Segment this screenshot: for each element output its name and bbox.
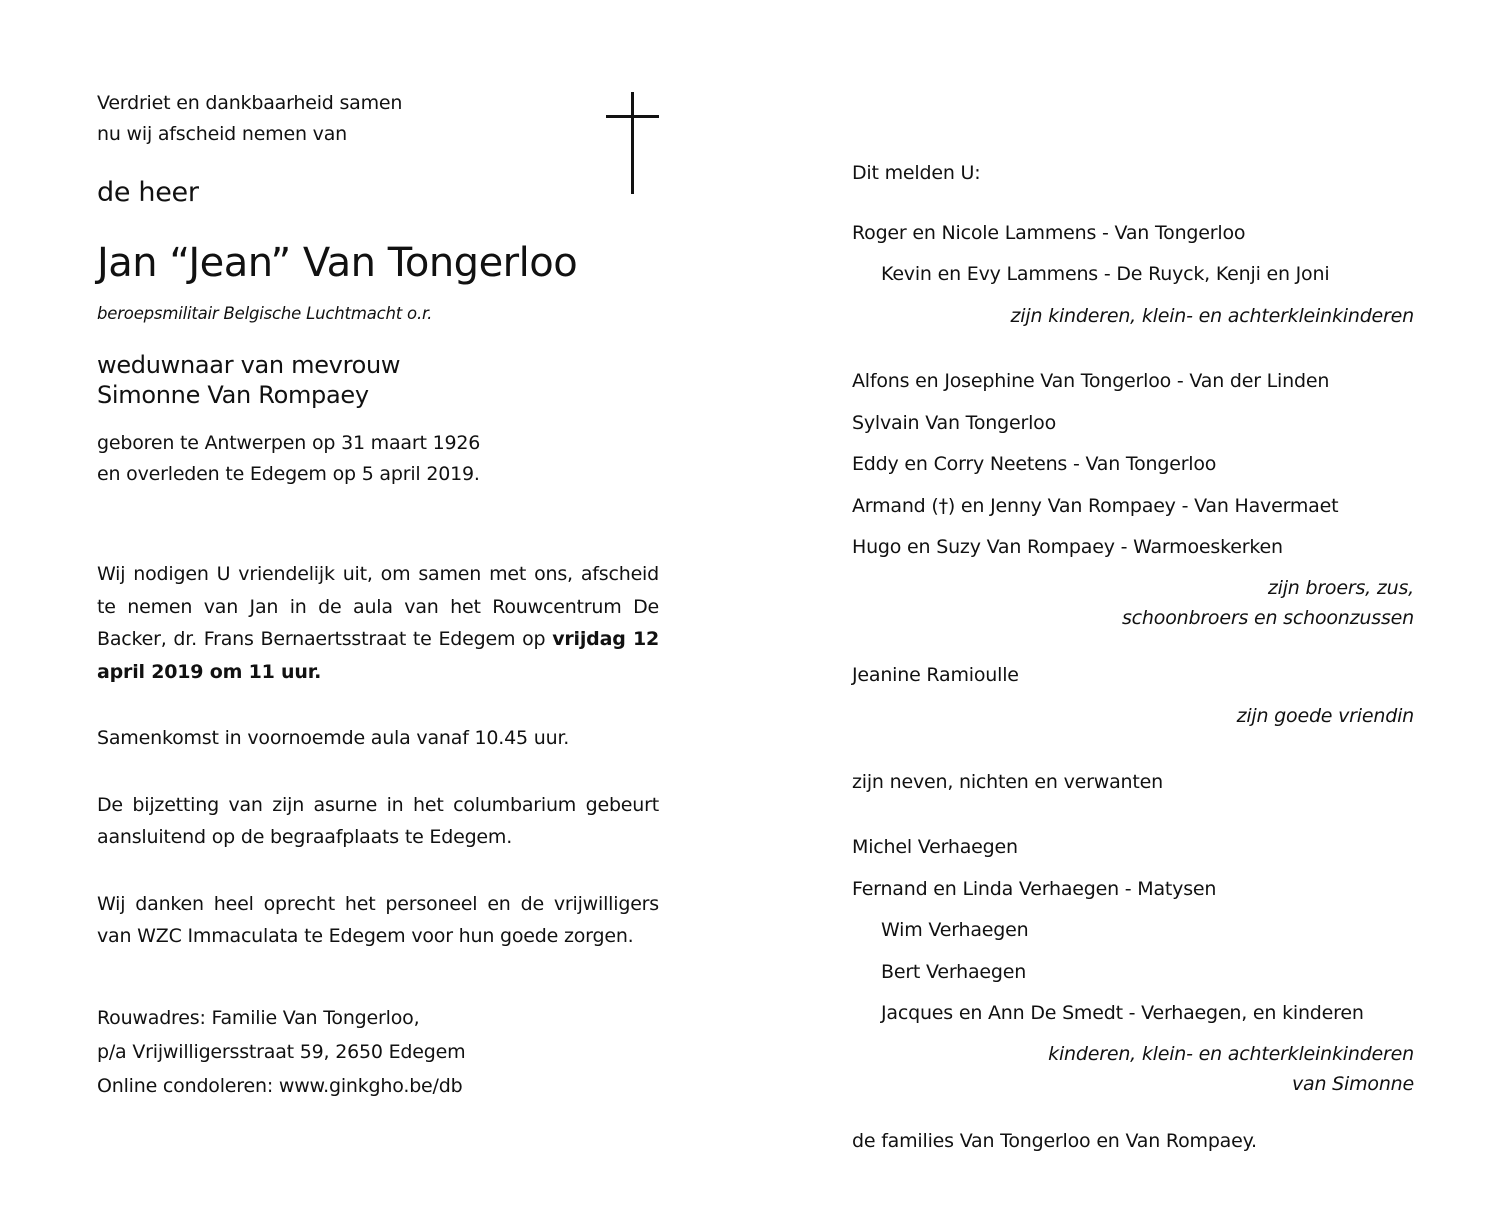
title-prefix: de heer xyxy=(97,177,199,208)
profession: beroepsmilitair Belgische Luchtmacht o.r. xyxy=(97,304,433,323)
family-member: Bert Verhaegen xyxy=(881,960,1027,983)
family-member: Armand (†) en Jenny Van Rompaey - Van Havermaet xyxy=(852,494,1339,517)
family-member: Kevin en Evy Lammens - De Ruyck, Kenji en Joni xyxy=(881,263,1330,285)
family-member: Wim Verhaegen xyxy=(881,919,1029,941)
family-member: Sylvain Van Tongerloo xyxy=(852,411,1057,434)
interment-paragraph: De bijzetting van zijn asurne in het columbarium gebeurt aansluitend op de begraafplaats te Edegem. xyxy=(97,793,659,848)
caption-line: zijn broers, zus, xyxy=(1267,576,1414,599)
announcers-heading: Dit melden U: xyxy=(852,162,981,184)
invitation-text: Wij nodigen U vriendelijk uit, om samen met ons, afscheid te nemen van Jan in de aula van het Rouwcentrum De Backer, dr. Frans Bernaertsstraat te Edegem op xyxy=(97,563,659,650)
life-dates xyxy=(97,428,659,490)
caption-line: schoonbroers en schoonzussen xyxy=(1121,606,1414,629)
latin-cross-icon xyxy=(606,92,659,194)
birth-line: geboren te Antwerpen op 31 maart 1926 xyxy=(97,432,481,454)
relatives-line: zijn neven, nichten en verwanten xyxy=(852,770,1163,793)
family-member: Fernand en Linda Verhaegen - Matysen xyxy=(852,877,1217,900)
left-column xyxy=(97,88,659,1103)
deceased-name: Jan “Jean” Van Tongerloo xyxy=(97,240,578,286)
right-column xyxy=(852,157,1414,1166)
family-member: Alfons en Josephine Van Tongerloo - Van der Linden xyxy=(852,370,1330,392)
thanks-paragraph: Wij danken heel oprecht het personeel en de vrijwilligers van WZC Immaculata te Edegem voor hun goede zorgen. xyxy=(97,892,659,947)
relation-caption: zijn kinderen, klein- en achterkleinkinderen xyxy=(1010,304,1414,327)
cross-vertical-bar xyxy=(631,92,634,194)
death-line: en overleden te Edegem op 5 april 2019. xyxy=(97,463,480,485)
family-member: Roger en Nicole Lammens - Van Tongerloo xyxy=(852,221,1246,244)
family-member: Jeanine Ramioulle xyxy=(852,663,1019,686)
family-member: Eddy en Corry Neetens - Van Tongerloo xyxy=(852,453,1217,475)
caption-line: kinderen, klein- en achterkleinkinderen xyxy=(1048,1042,1414,1065)
intro-line: Verdriet en dankbaarheid samen xyxy=(97,92,403,114)
family-member: Jacques en Ann De Smedt - Verhaegen, en kinderen xyxy=(881,1002,1364,1024)
intro-text xyxy=(97,88,659,150)
widower-line: weduwnaar van mevrouw xyxy=(97,351,401,379)
family-member: Hugo en Suzy Van Rompaey - Warmoeskerken xyxy=(852,536,1283,558)
condolence-link[interactable]: Online condoleren: www.ginkgho.be/db xyxy=(97,1074,463,1097)
closing-families: de families Van Tongerloo en Van Rompaey. xyxy=(852,1129,1257,1152)
address-line: Rouwadres: Familie Van Tongerloo, xyxy=(97,1006,420,1029)
gathering-paragraph: Samenkomst in voornoemde aula vanaf 10.45 uur. xyxy=(97,727,570,749)
mourning-address xyxy=(97,1001,659,1103)
caption-line: van Simonne xyxy=(1291,1072,1414,1095)
cross-horizontal-bar xyxy=(606,115,659,118)
invitation-paragraph xyxy=(97,558,659,688)
address-line: p/a Vrijwilligersstraat 59, 2650 Edegem xyxy=(97,1040,466,1063)
family-member: Michel Verhaegen xyxy=(852,836,1018,858)
relation-caption xyxy=(852,573,1414,633)
relation-caption xyxy=(852,1039,1414,1099)
relation-caption: zijn goede vriendin xyxy=(1236,705,1414,727)
intro-line: nu wij afscheid nemen van xyxy=(97,123,347,145)
spouse-name: Simonne Van Rompaey xyxy=(97,381,369,409)
ceremony-datetime: vrijdag 12 april 2019 om 11 uur. xyxy=(97,628,660,683)
widower-of xyxy=(97,350,659,410)
